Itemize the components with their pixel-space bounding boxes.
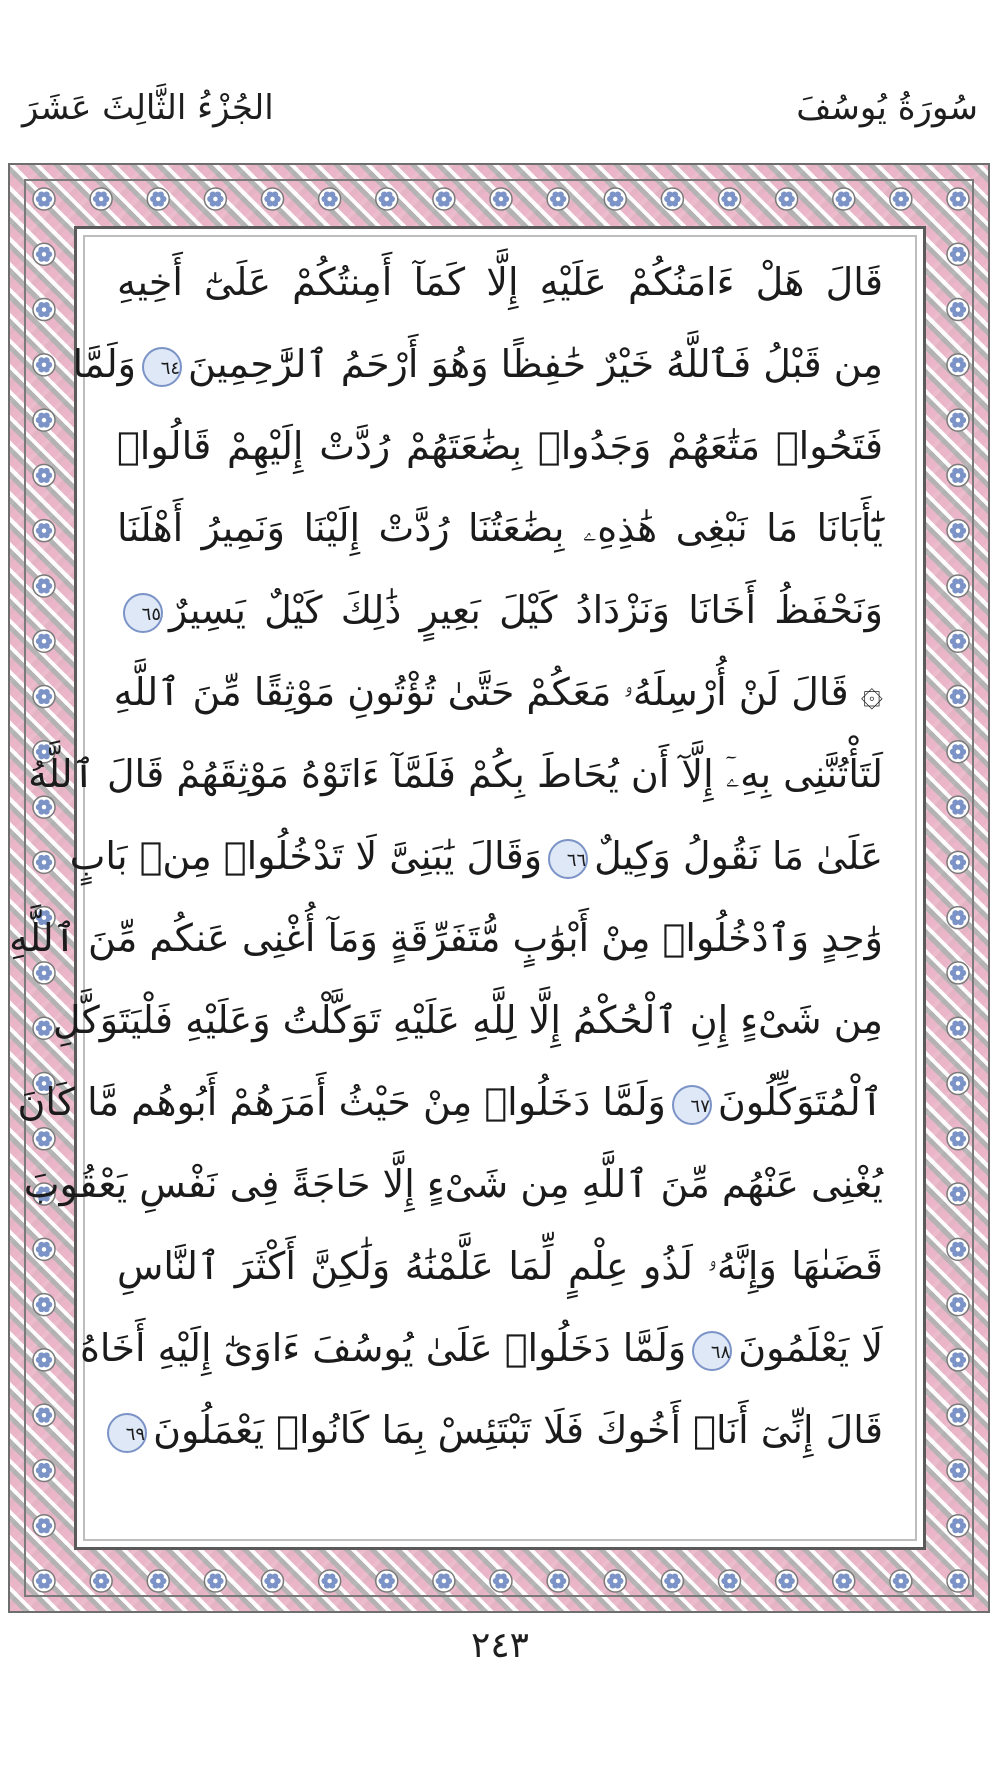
flower-medallion-icon: [947, 1183, 969, 1205]
verse-text: مِن قَبْلُ فَٱللَّهُ خَيْرٌ حَٰفِظًا وَهُوَ أَرْحَمُ ٱلرَّٰحِمِينَ: [188, 342, 883, 386]
text-line: [79, 1307, 883, 1389]
flower-medallion-icon: [947, 907, 969, 929]
surah-title: سُورَةُ يُوسُفَ: [796, 88, 978, 128]
flower-medallion-icon: [890, 188, 912, 210]
flower-medallion-icon: [33, 1017, 55, 1039]
text-line: [117, 487, 883, 569]
text-line: [117, 405, 883, 487]
flower-medallion-icon: [947, 686, 969, 708]
flower-medallion-icon: [33, 299, 55, 321]
text-panel: [9, 226, 926, 1550]
flower-medallion-icon: [33, 520, 55, 542]
quran-text-block: [9, 241, 883, 1471]
flower-medallion-icon: [319, 1570, 341, 1592]
page-header: [22, 88, 978, 148]
flower-medallion-icon: [90, 188, 112, 210]
verse-text: لَتَأْتُنَّنِى بِهِۦٓ إِلَّآ أَن يُحَاطَ بِكُمْ فَلَمَّآ ءَاتَوْهُ مَوْثِقَهُمْ قَالَ ٱللَّهُ: [28, 752, 883, 796]
flower-medallion-icon: [719, 188, 741, 210]
verse-text-continued: وَلَمَّا دَخَلُوا۟ مِنْ حَيْثُ أَمَرَهُمْ أَبُوهُم مَّا كَانَ: [17, 1080, 666, 1124]
flower-medallion-icon: [661, 1570, 683, 1592]
flower-medallion-icon: [33, 464, 55, 486]
flower-medallion-icon: [433, 1570, 455, 1592]
ayah-number-marker: ٦٥: [123, 593, 163, 633]
flower-medallion-icon: [604, 188, 626, 210]
flower-medallion-icon: [947, 188, 969, 210]
flower-medallion-icon: [33, 1515, 55, 1537]
verse-text-continued: وَلَمَّا: [72, 342, 137, 386]
flower-medallion-icon: [890, 1570, 912, 1592]
ayah-number-marker: ٦٩: [107, 1413, 147, 1453]
flower-medallion-icon: [719, 1570, 741, 1592]
flower-medallion-icon: [947, 1238, 969, 1260]
flower-medallion-icon: [204, 1570, 226, 1592]
text-line: [117, 569, 883, 651]
verse-text: قَالَ هَلْ ءَامَنُكُمْ عَلَيْهِ إِلَّا كَمَآ أَمِنتُكُمْ عَلَىٰٓ أَخِيهِ: [117, 260, 883, 304]
flower-medallion-icon: [490, 188, 512, 210]
text-line: [72, 323, 883, 405]
flower-medallion-icon: [947, 1515, 969, 1537]
flower-medallion-icon: [947, 962, 969, 984]
ayah-number-marker: ٦٤: [142, 347, 182, 387]
verse-text: لَا يَعْلَمُونَ: [738, 1326, 883, 1370]
flower-medallion-icon: [947, 1404, 969, 1426]
flower-medallion-icon: [33, 1570, 55, 1592]
verse-text: وَنَحْفَظُ أَخَانَا وَنَزْدَادُ كَيْلَ بَعِيرٍ ذَٰلِكَ كَيْلٌ يَسِيرٌ: [169, 588, 883, 632]
flower-medallion-icon: [947, 1349, 969, 1371]
text-line: [52, 979, 883, 1061]
flower-medallion-icon: [433, 188, 455, 210]
text-line: [117, 1389, 883, 1471]
flower-medallion-icon: [376, 1570, 398, 1592]
text-line: [69, 815, 883, 897]
flower-medallion-icon: [947, 464, 969, 486]
text-line: [113, 651, 883, 733]
flower-medallion-icon: [947, 741, 969, 763]
flower-medallion-icon: [33, 409, 55, 431]
flower-medallion-icon: [947, 299, 969, 321]
flower-medallion-icon: [33, 686, 55, 708]
flower-medallion-icon: [833, 1570, 855, 1592]
flower-medallion-icon: [204, 188, 226, 210]
text-line: [28, 733, 883, 815]
flower-medallion-icon: [947, 520, 969, 542]
flower-medallion-icon: [33, 851, 55, 873]
ayah-number-marker: ٦٧: [672, 1085, 712, 1125]
flower-medallion-icon: [947, 851, 969, 873]
verse-text: ۞ قَالَ لَنْ أُرْسِلَهُۥ مَعَكُمْ حَتَّىٰ تُؤْتُونِ مَوْثِقًا مِّنَ ٱللَّهِ: [113, 670, 883, 714]
flower-medallion-icon: [33, 1349, 55, 1371]
flower-medallion-icon: [33, 1238, 55, 1260]
verse-text: فَتَحُوا۟ مَتَٰعَهُمْ وَجَدُوا۟ بِضَٰعَتَهُمْ رُدَّتْ إِلَيْهِمْ قَالُوا۟: [117, 424, 883, 468]
verse-text: وَٰحِدٍ وَٱدْخُلُوا۟ مِنْ أَبْوَٰبٍ مُّتَفَرِّقَةٍ وَمَآ أُغْنِى عَنكُم مِّنَ ٱللَّهِ: [9, 916, 883, 960]
flower-medallion-icon: [947, 354, 969, 376]
verse-text: يُغْنِى عَنْهُم مِّنَ ٱللَّهِ مِن شَىْءٍ إِلَّا حَاجَةً فِى نَفْسِ يَعْقُوبَ: [23, 1162, 883, 1206]
flower-medallion-icon: [33, 575, 55, 597]
flower-medallion-icon: [776, 188, 798, 210]
flower-medallion-icon: [33, 188, 55, 210]
flower-medallion-icon: [947, 1128, 969, 1150]
verse-text: عَلَىٰ مَا نَقُولُ وَكِيلٌ: [594, 834, 883, 878]
flower-medallion-icon: [947, 243, 969, 265]
flower-medallion-icon: [604, 1570, 626, 1592]
juz-title: الجُزْءُ الثَّالِثَ عَشَرَ: [22, 88, 274, 128]
flower-medallion-icon: [776, 1570, 798, 1592]
flower-medallion-icon: [947, 796, 969, 818]
flower-medallion-icon: [947, 1017, 969, 1039]
verse-text: يَٰٓأَبَانَا مَا نَبْغِى هَٰذِهِۦ بِضَٰعَتُنَا رُدَّتْ إِلَيْنَا وَنَمِيرُ أَهْلَنَا: [117, 506, 883, 550]
flower-medallion-icon: [490, 1570, 512, 1592]
flower-medallion-icon: [547, 188, 569, 210]
text-line: [117, 1225, 883, 1307]
flower-medallion-icon: [947, 409, 969, 431]
flower-medallion-icon: [262, 188, 284, 210]
flower-medallion-icon: [33, 1294, 55, 1316]
verse-text: ٱلْمُتَوَكِّلُونَ: [717, 1080, 883, 1124]
flower-medallion-icon: [33, 243, 55, 265]
flower-medallion-icon: [947, 1459, 969, 1481]
flower-medallion-icon: [376, 188, 398, 210]
flower-medallion-icon: [661, 188, 683, 210]
verse-text: قَضَىٰهَا وَإِنَّهُۥ لَذُو عِلْمٍ لِّمَا عَلَّمْنَٰهُ وَلَٰكِنَّ أَكْثَرَ ٱلنَّاسِ: [117, 1244, 883, 1288]
ayah-number-marker: ٦٦: [548, 839, 588, 879]
text-line: [9, 897, 883, 979]
flower-medallion-icon: [833, 188, 855, 210]
flower-medallion-icon: [947, 1570, 969, 1592]
flower-medallion-icon: [33, 1404, 55, 1426]
verse-text: مِن شَىْءٍ إِنِ ٱلْحُكْمُ إِلَّا لِلَّهِ عَلَيْهِ تَوَكَّلْتُ وَعَلَيْهِ فَلْيَتَوَكَّلِ: [52, 998, 883, 1042]
flower-medallion-icon: [147, 1570, 169, 1592]
flower-medallion-icon: [319, 188, 341, 210]
flower-medallion-icon: [147, 188, 169, 210]
verse-text-continued: وَلَمَّا دَخَلُوا۟ عَلَىٰ يُوسُفَ ءَاوَىٰٓ إِلَيْهِ أَخَاهُ: [79, 1326, 687, 1370]
flower-medallion-icon: [547, 1570, 569, 1592]
flower-medallion-icon: [33, 630, 55, 652]
flower-medallion-icon: [90, 1570, 112, 1592]
flower-medallion-icon: [947, 630, 969, 652]
flower-medallion-icon: [33, 354, 55, 376]
flower-medallion-icon: [33, 1459, 55, 1481]
verse-text-continued: وَقَالَ يَٰبَنِىَّ لَا تَدْخُلُوا۟ مِنۢ بَابٍ: [69, 834, 543, 878]
ayah-number-marker: ٦٨: [692, 1331, 732, 1371]
text-line: [23, 1143, 883, 1225]
verse-text: قَالَ إِنِّىٓ أَنَا۠ أَخُوكَ فَلَا تَبْتَئِسْ بِمَا كَانُوا۟ يَعْمَلُونَ: [153, 1408, 883, 1452]
flower-medallion-icon: [262, 1570, 284, 1592]
flower-medallion-icon: [947, 1294, 969, 1316]
flower-medallion-icon: [947, 575, 969, 597]
text-line: [17, 1061, 883, 1143]
text-line: [117, 241, 883, 323]
page-number: ٢٤٣: [470, 1625, 529, 1666]
flower-medallion-icon: [947, 1072, 969, 1094]
